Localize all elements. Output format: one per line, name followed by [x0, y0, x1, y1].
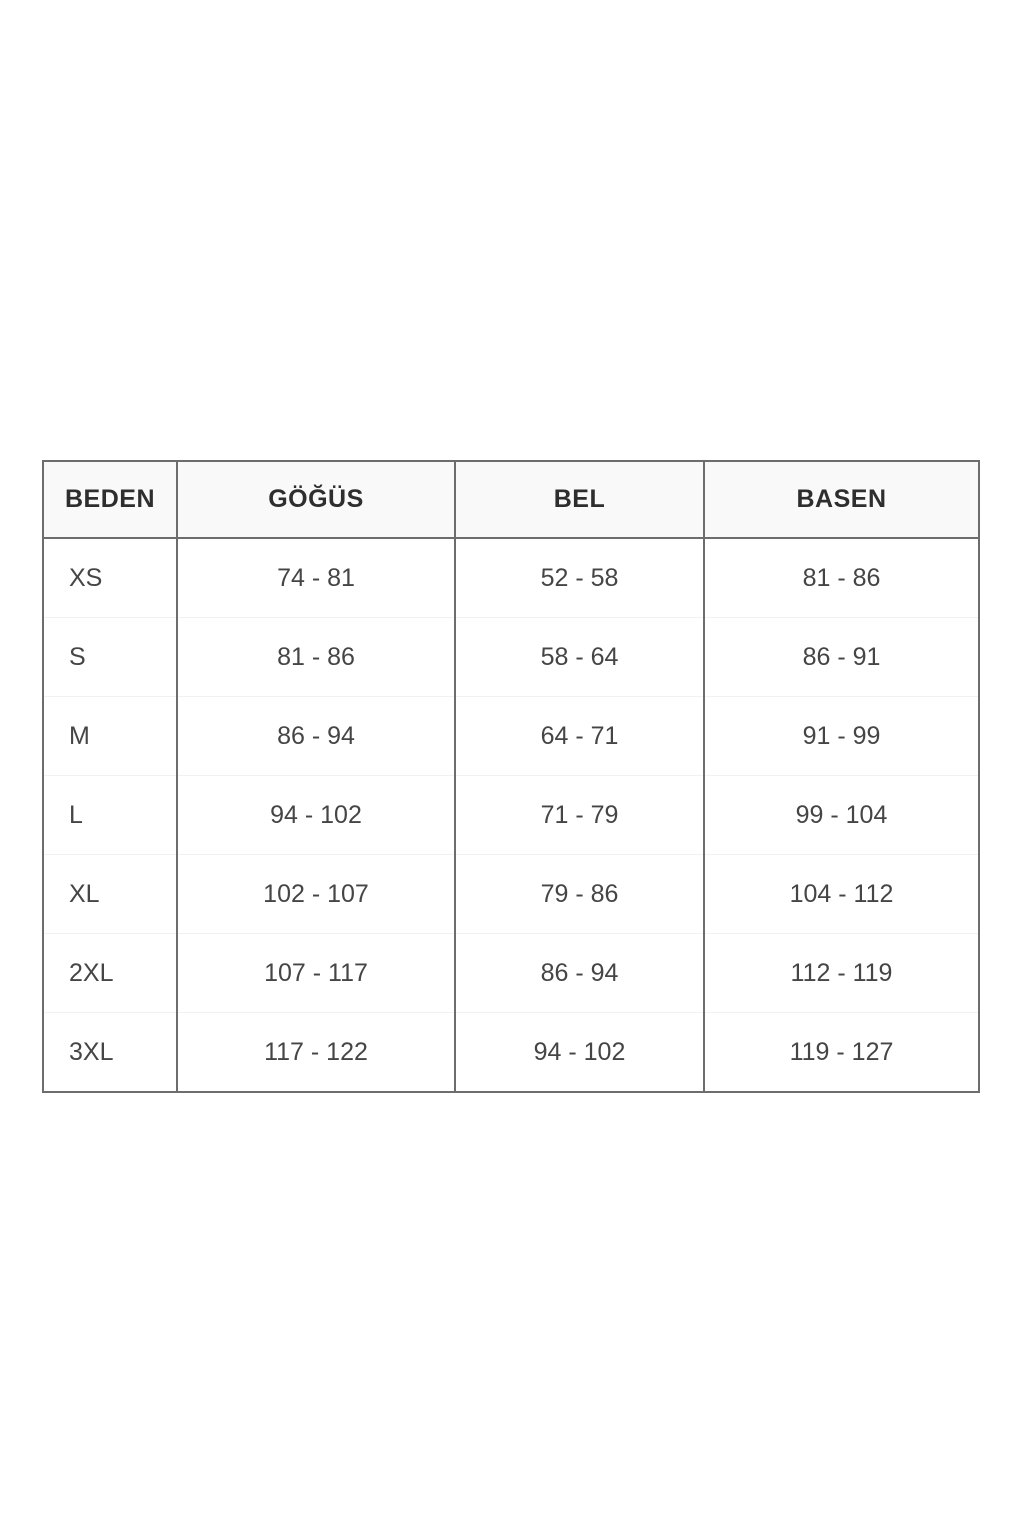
- cell-3xl-bel: 94 - 102: [455, 1013, 704, 1093]
- cell-l-basen: 99 - 104: [704, 776, 979, 855]
- size-label-s: S: [43, 618, 177, 697]
- cell-xl-basen: 104 - 112: [704, 855, 979, 934]
- size-chart: [42, 460, 978, 1088]
- cell-s-basen: 86 - 91: [704, 618, 979, 697]
- table-row: [43, 618, 979, 697]
- cell-xs-bel: 52 - 58: [455, 538, 704, 618]
- cell-s-bel: 58 - 64: [455, 618, 704, 697]
- header-row: [43, 461, 979, 538]
- cell-m-bel: 64 - 71: [455, 697, 704, 776]
- size-label-m: M: [43, 697, 177, 776]
- cell-2xl-gogus: 107 - 117: [177, 934, 455, 1013]
- table-row: [43, 855, 979, 934]
- cell-xs-gogus: 74 - 81: [177, 538, 455, 618]
- column-header-gogus: GÖĞÜS: [177, 461, 455, 538]
- cell-xl-bel: 79 - 86: [455, 855, 704, 934]
- table-row: [43, 776, 979, 855]
- cell-2xl-bel: 86 - 94: [455, 934, 704, 1013]
- cell-2xl-basen: 112 - 119: [704, 934, 979, 1013]
- size-label-2xl: 2XL: [43, 934, 177, 1013]
- cell-l-gogus: 94 - 102: [177, 776, 455, 855]
- cell-m-gogus: 86 - 94: [177, 697, 455, 776]
- cell-xl-gogus: 102 - 107: [177, 855, 455, 934]
- size-label-xl: XL: [43, 855, 177, 934]
- column-header-bel: BEL: [455, 461, 704, 538]
- cell-3xl-basen: 119 - 127: [704, 1013, 979, 1093]
- cell-l-bel: 71 - 79: [455, 776, 704, 855]
- cell-s-gogus: 81 - 86: [177, 618, 455, 697]
- column-header-beden: BEDEN: [43, 461, 177, 538]
- size-label-xs: XS: [43, 538, 177, 618]
- table-row: [43, 697, 979, 776]
- size-label-l: L: [43, 776, 177, 855]
- cell-xs-basen: 81 - 86: [704, 538, 979, 618]
- size-label-3xl: 3XL: [43, 1013, 177, 1093]
- cell-m-basen: 91 - 99: [704, 697, 979, 776]
- table-row: [43, 1013, 979, 1093]
- table-row: [43, 934, 979, 1013]
- size-chart-table: [42, 460, 980, 1093]
- table-row: [43, 538, 979, 618]
- cell-3xl-gogus: 117 - 122: [177, 1013, 455, 1093]
- column-header-basen: BASEN: [704, 461, 979, 538]
